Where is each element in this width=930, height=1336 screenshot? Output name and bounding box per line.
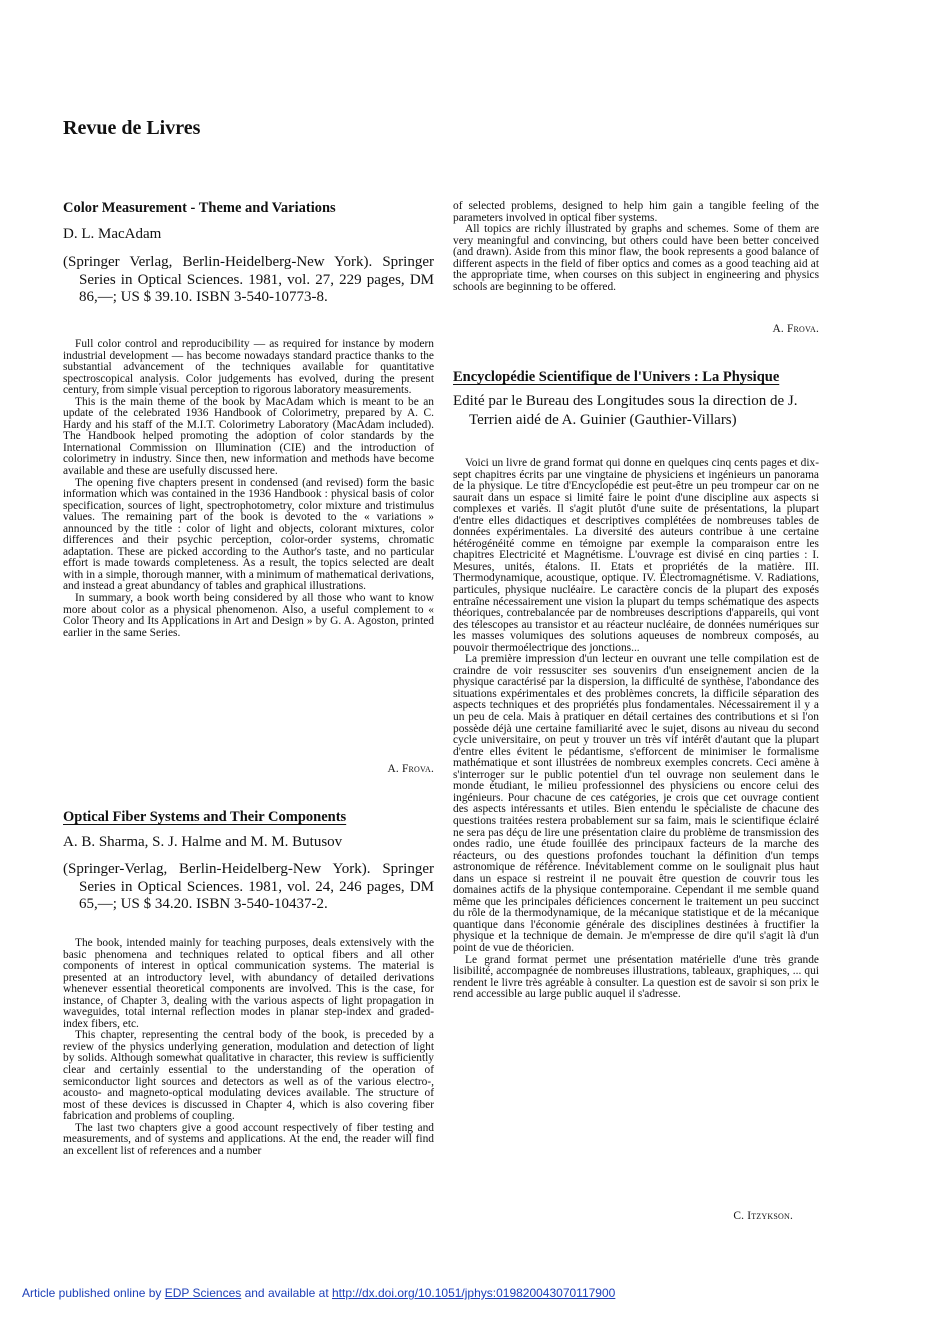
publisher-link[interactable]: EDP Sciences xyxy=(164,1286,242,1300)
paragraph: In summary, a book worth being considered by all those who want to know more about color as a physical phenomenon. Also, a useful complement to « Color Theory and Its Applications in Art and Design » by G. A. Agoston, printed earlier in the same Series. xyxy=(63,592,434,639)
paragraph: The opening five chapters present in condensed (and revised) form the basic information which was contained in the 1936 Handbook : physical basis of color specification, sources of light, spectrophotometry, color mixture and tristimulus values. The remaining part of the book is devoted to the « variations » announced by the title : color of light and objects, colorant mixtures, color differences and their psychic perception, color-order systems, chromatic adaptation. These are picked according to the Author's taste, and no particular effort is made towards completeness. As a result, the topics selected are dealt with in a simple, thorough manner, with a minimum of mathematical derivations, and instead a great abundancy of tables and graphical illustrations. xyxy=(63,476,434,593)
article-title: Color Measurement - Theme and Variations xyxy=(63,200,336,216)
footer-prefix: Article published online by xyxy=(22,1286,165,1300)
article-body xyxy=(63,339,434,639)
article-body xyxy=(63,938,434,1157)
review-color-measurement xyxy=(63,200,434,307)
paragraph: Voici un livre de grand format qui donne en quelques cinq cents pages et dix-sept chapitres écrits par une vingtaine de physiciens et ingénieurs un panorama de la physique. Le titre d'Encyclopédie est peut-être un peu trompeur car on ne saurait dans un espace si limité faire le point d'une discipline aux aspects si complexes et variés. Il s'agit plutôt d'une suite de présentations, la plupart d'entre elles didactiques et descriptives complétées de nombreuses tables de données expérimentales. La diversité des auteurs contribue à une certaine hétérogénéité comme en témoigne par exemple la comparaison entre les chapitres Electricité et Magnétisme. L'ouvrage est divisé en cinq parties : I. Mesures, unités, étalons. II. Etats et propriétés de la matière. III. Thermodynamique, acoustique, optique. IV. Electromagnétisme. V. Radiations, particules, physique nucléaire. Le caractère concis de la plupart des exposés entraîne nécessairement une vision la plupart du temps schématique des aspects théoriques, contrebalancée par de nombreuses descriptions d'appareils, qui vont des télescopes au transistor et au réacteur nucléaire, de données numériques sur les masses volumiques des solutions aqueuses de nombreux composés, au pouvoir thermoélectrique des jonctions... xyxy=(453,457,819,654)
paragraph: Full color control and reproducibility — as required for instance by modern industrial development — has become nowadays standard practice thanks to the substantial advancement of the techniques available for quantitative spectroscopical analysis. Color judgements has evolved, during the present century, from simple visual perception to rigorous laboratory measurements. xyxy=(63,338,434,397)
reviewer-signature: C. Itzykson. xyxy=(733,1210,793,1222)
article-authors: A. B. Sharma, S. J. Halme and M. M. Butusov xyxy=(63,834,343,850)
doi-link[interactable]: http://dx.doi.org/10.1051/jphys:019820043070117900 xyxy=(331,1286,616,1300)
publication-footer xyxy=(22,1286,615,1300)
paragraph: La première impression d'un lecteur en ouvrant une telle compilation est de craindre de voir ressusciter ses souvenirs d'un enseignement ancien de la physique caractérisé par la dispersion, la difficulté de synthèse, l'abondance des situations expérimentales et des problèmes concrets, la difficile séparation des aspects techniques et des propriétés plus fondamentales. Nécessairement il y a un peu de cela. Mais à pratiquer en détail certaines des contributions et si l'on possède déjà une certaine familiarité avec le sujet, disons au niveau du second cycle universitaire, on peut y trouver un très vif intérêt d'autant que la plupart d'entre elles évitent le pédantisme, s'efforcent de minimiser le formalisme mathématique et sont illustrées de nombreux exemples concrets. Ceci amène à s'interroger sur le public potentiel d'un tel ouvrage non seulement dans le monde étudiant, le milieu professionnel des physiciens ou encore celui des ingénieurs. Pour chacune de ces catégories, je crois que cet ouvrage contient des aspects intéressants et utiles. Bien entendu le spécialiste de chacune des questions traitées restera probablement sur sa faim, mais le scientifique éclairé ne sera pas déçu de lire une présentation claire du problème de transmission des ondes radio, une étude fouillée des principaux facteurs de la marche des réacteurs, ou des questions profondes touchant la définition d'un temps astronomique de référence. Inévitablement comme on le soulignait plus haut dans un espace si restreint il ne pouvait être question de couvrir tous les domaines actifs de la physique contemporaine. Cependant il me semble quand même que les principales déficiences concernent le traitement un peu succinct du rôle de la thermodynamique, de la mécanique statistique et de la mécanique quantique dans l'économie générale des disciplines destinées à fructifier la physique et la technique de demain. Je m'empresse de dire qu'il s'agit là d'un point de vue de théoricien. xyxy=(453,653,819,954)
paragraph: All topics are richly illustrated by graphs and schemes. Some of them are very meaningful and convincing, but others could have been better conceived (and drawn). Aside from this minor flaw, the book represents a good balance of different aspects in the field of fiber optics and comes as a good teaching aid at the appropriate time, when courses on this subject in engineering and physics schools are beginning to be offered. xyxy=(453,223,819,293)
publication-info: (Springer-Verlag, Berlin-Heidelberg-New York). Springer Series in Optical Sciences. 1981, vol. 24, 246 pages, DM 65,—; US $ 34.20. ISBN 3-540-10437-2. xyxy=(63,861,434,912)
page-title: Revue de Livres xyxy=(63,117,201,139)
review-encyclopedie xyxy=(453,369,819,430)
publication-info: (Springer Verlag, Berlin-Heidelberg-New York). Springer Series in Optical Sciences. 1981, vol. 27, 229 pages, DM 86,—; US $ 39.10. ISBN 3-540-10773-8. xyxy=(63,254,434,305)
paragraph: The last two chapters give a good account respectively of fiber testing and measurements, and of systems and applications. At the end, the reader will find an excellent list of references and a number xyxy=(63,1121,434,1157)
paragraph: of selected problems, designed to help him gain a tangible feeling of the parameters involved in optical fiber systems. xyxy=(453,200,819,224)
review-optical-fiber xyxy=(63,809,434,914)
paragraph: This is the main theme of the book by MacAdam which is meant to be an update of the celebrated 1936 Handbook of Colorimetry, prepared by A. C. Hardy and his staff of the M.I.T. Colorimetry Laboratory (MacAdam included). The Handbook helped promoting the adoption of color standards by the International Commission on Illumination (CIE) and the introduction of colorimetry in industry. Since then, new information and methods have become available and these are usefully discussed here. xyxy=(63,395,434,478)
footer-middle: and available at xyxy=(241,1286,332,1300)
article-title: Optical Fiber Systems and Their Components xyxy=(63,809,347,825)
paragraph: Le grand format permet une présentation matérielle d'une très grande lisibilité, accompagnée de nombreuses illustrations, tableaux, graphiques, ... qui rendent le livre très agréable à consulter. La question est de savoir si son prix le rend accessible au large public auquel il s'adresse. xyxy=(453,953,819,1001)
article-authors: Edité par le Bureau des Longitudes sous la direction de J. Terrien aidé de A. Guinier (Gauthier-Villars) xyxy=(453,393,798,428)
article-authors: D. L. MacAdam xyxy=(63,226,162,242)
paragraph: The book, intended mainly for teaching purposes, deals extensively with the basic phenomena and techniques related to optical fibers and all other components of interest in optical communication systems. The material is presented at an introductory level, with abundancy of detailed derivations whenever essential theoretical components are involved. This is the case, for instance, of Chapter 3, dealing with the various aspects of light propagation in waveguides, total internal reflection modes in planar step-index and graded-index fibers, etc. xyxy=(63,937,434,1030)
reviewer-signature: A. Frova. xyxy=(387,763,434,775)
article-body-continued xyxy=(453,201,819,293)
article-title: Encyclopédie Scientifique de l'Univers : La Physique xyxy=(453,369,780,385)
paragraph: This chapter, representing the central body of the book, is preceded by a review of the physics underlying generation, modulation and detection of light by solids. Although somewhat qualitative in character, this review is sufficiently clear and certainly essential to the understanding of the operation of semiconductor light sources and detectors as well as of the various electro-, acousto- and magneto-optical modulating devices available. The structure of most of these devices is discussed in Chapter 4, which is also covering fiber fabrication and problems of coupling. xyxy=(63,1029,434,1123)
article-body xyxy=(453,458,819,1001)
reviewer-signature: A. Frova. xyxy=(772,323,819,335)
